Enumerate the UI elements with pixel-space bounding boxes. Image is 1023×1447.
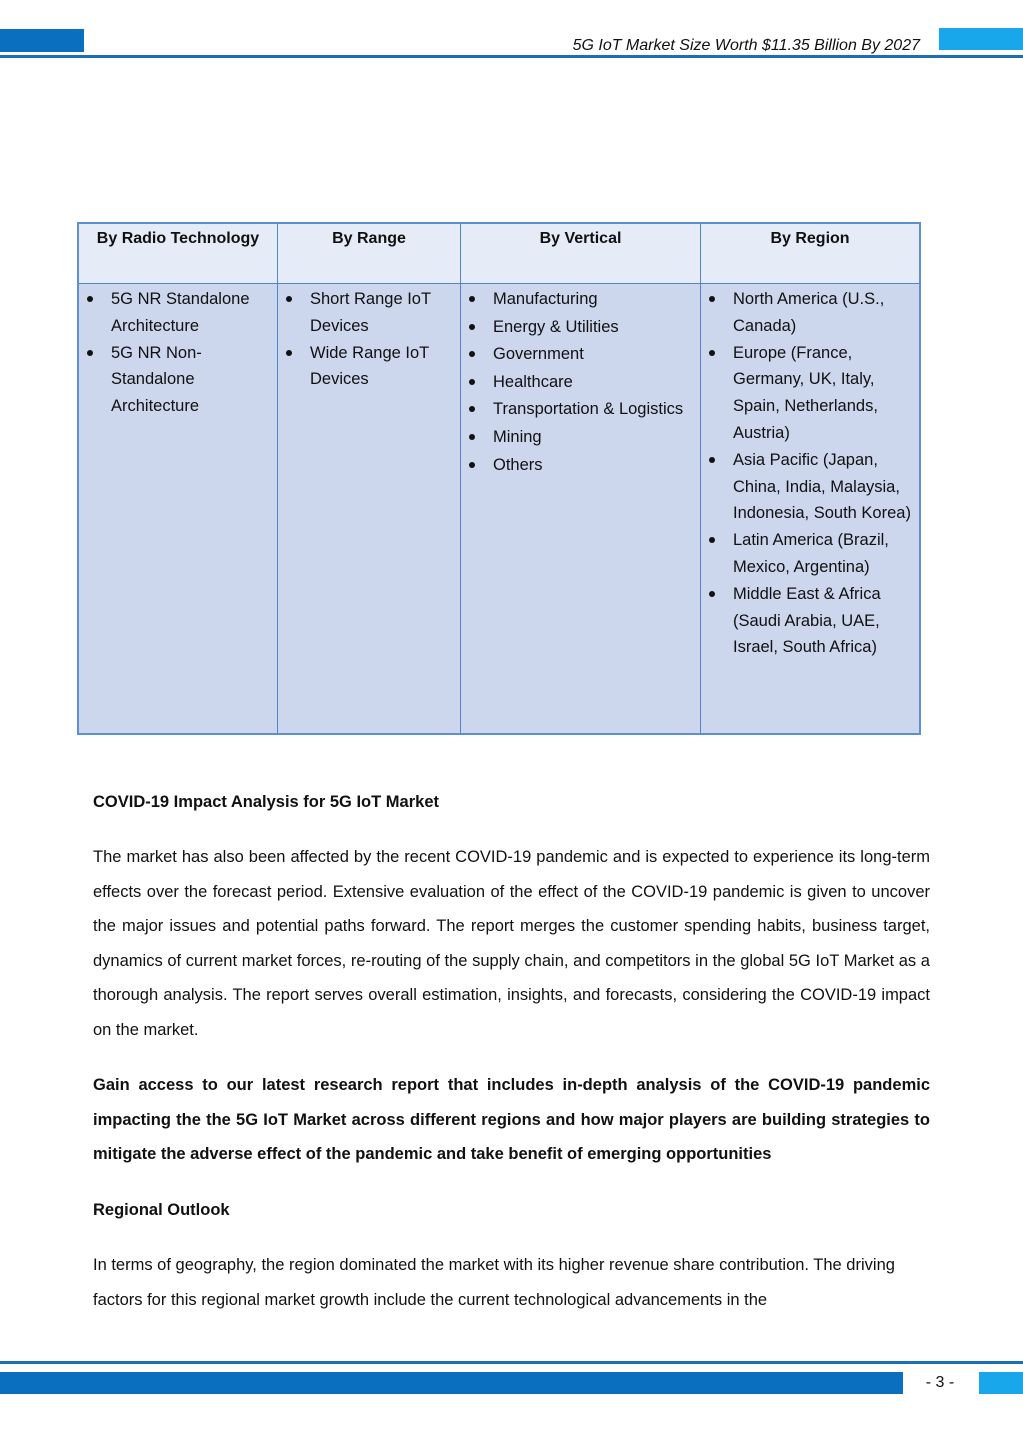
list-item: Energy & Utilities <box>461 314 700 342</box>
column-region <box>701 224 919 733</box>
list-item: Asia Pacific (Japan, China, India, Malaysia, Indonesia, South Korea) <box>701 447 919 527</box>
column-radio-technology <box>79 224 278 733</box>
list-item: 5G NR Standalone Architecture <box>79 286 277 340</box>
bullet-icon <box>709 296 715 302</box>
bullet-icon <box>709 591 715 597</box>
bullet-icon <box>709 457 715 463</box>
column-body <box>461 284 700 479</box>
segmentation-table <box>77 222 921 735</box>
header-accent-block-left <box>0 29 84 52</box>
list-item: Mining <box>461 424 700 452</box>
list-item: Government <box>461 341 700 369</box>
header-rule <box>0 55 1023 58</box>
regional-section-heading: Regional Outlook <box>93 1201 230 1219</box>
regional-section-paragraph: In terms of geography, the region dominated the market with its higher revenue share contribution. The driving factors for this regional market growth include the current technological advancements in the <box>93 1256 895 1309</box>
bullet-icon <box>709 537 715 543</box>
bullet-icon <box>87 296 93 302</box>
covid-section-paragraph: The market has also been affected by the recent COVID-19 pandemic and is expected to experience its long-term effects over the forecast period. Extensive evaluation of the effect of the COVID-19 pandemic is given to uncover the major issues and potential paths forward. The report merges the customer spending habits, business target, dynamics of current market forces, re-routing of the supply chain, and competitors in the global 5G IoT Market as a thorough analysis. The report serves overall estimation, insights, and forecasts, considering the COVID-19 impact on the market. <box>93 848 930 1039</box>
bullet-icon <box>286 296 292 302</box>
list-item: 5G NR Non-Standalone Architecture <box>79 340 277 420</box>
list-item: Short Range IoT Devices <box>278 286 460 340</box>
list-item: Manufacturing <box>461 286 700 314</box>
bullet-icon <box>286 350 292 356</box>
page-number: - 3 - <box>925 1374 955 1391</box>
bullet-icon <box>469 296 475 302</box>
bullet-icon <box>469 324 475 330</box>
list-item: Others <box>461 452 700 480</box>
bullet-icon <box>469 462 475 468</box>
list-item: Wide Range IoT Devices <box>278 340 460 394</box>
covid-section-heading: COVID-19 Impact Analysis for 5G IoT Market <box>93 793 439 811</box>
bullet-icon <box>469 351 475 357</box>
bullet-icon <box>469 379 475 385</box>
bullet-icon <box>709 350 715 356</box>
column-header: By Region <box>701 224 919 284</box>
column-body <box>79 284 277 420</box>
covid-report-cta: Gain access to our latest research report that includes in-depth analysis of the COVID-19 pandemic impacting the the 5G IoT Market across different regions and how major players are building strategies to mitigate the adverse effect of the pandemic and take benefit of emerging opportunities <box>93 1076 930 1164</box>
column-header: By Radio Technology <box>79 224 277 284</box>
column-vertical <box>461 224 701 733</box>
header-title: 5G IoT Market Size Worth $11.35 Billion By 2027 <box>572 37 920 54</box>
list-item: Transportation & Logistics <box>461 396 700 424</box>
column-range <box>278 224 461 733</box>
list-item: Healthcare <box>461 369 700 397</box>
list-item: Latin America (Brazil, Mexico, Argentina) <box>701 527 919 581</box>
column-header: By Vertical <box>461 224 700 284</box>
column-body <box>701 284 919 661</box>
bullet-icon <box>469 434 475 440</box>
list-item: Middle East & Africa (Saudi Arabia, UAE, Israel, South Africa) <box>701 581 919 661</box>
footer-accent-block-right <box>979 1372 1023 1394</box>
footer-rule <box>0 1361 1023 1364</box>
bullet-icon <box>469 406 475 412</box>
footer-accent-bar <box>0 1372 903 1394</box>
list-item: North America (U.S., Canada) <box>701 286 919 340</box>
header-accent-block-right <box>939 28 1023 50</box>
column-body <box>278 284 460 393</box>
bullet-icon <box>87 350 93 356</box>
column-header: By Range <box>278 224 460 284</box>
list-item: Europe (France, Germany, UK, Italy, Spain, Netherlands, Austria) <box>701 340 919 447</box>
